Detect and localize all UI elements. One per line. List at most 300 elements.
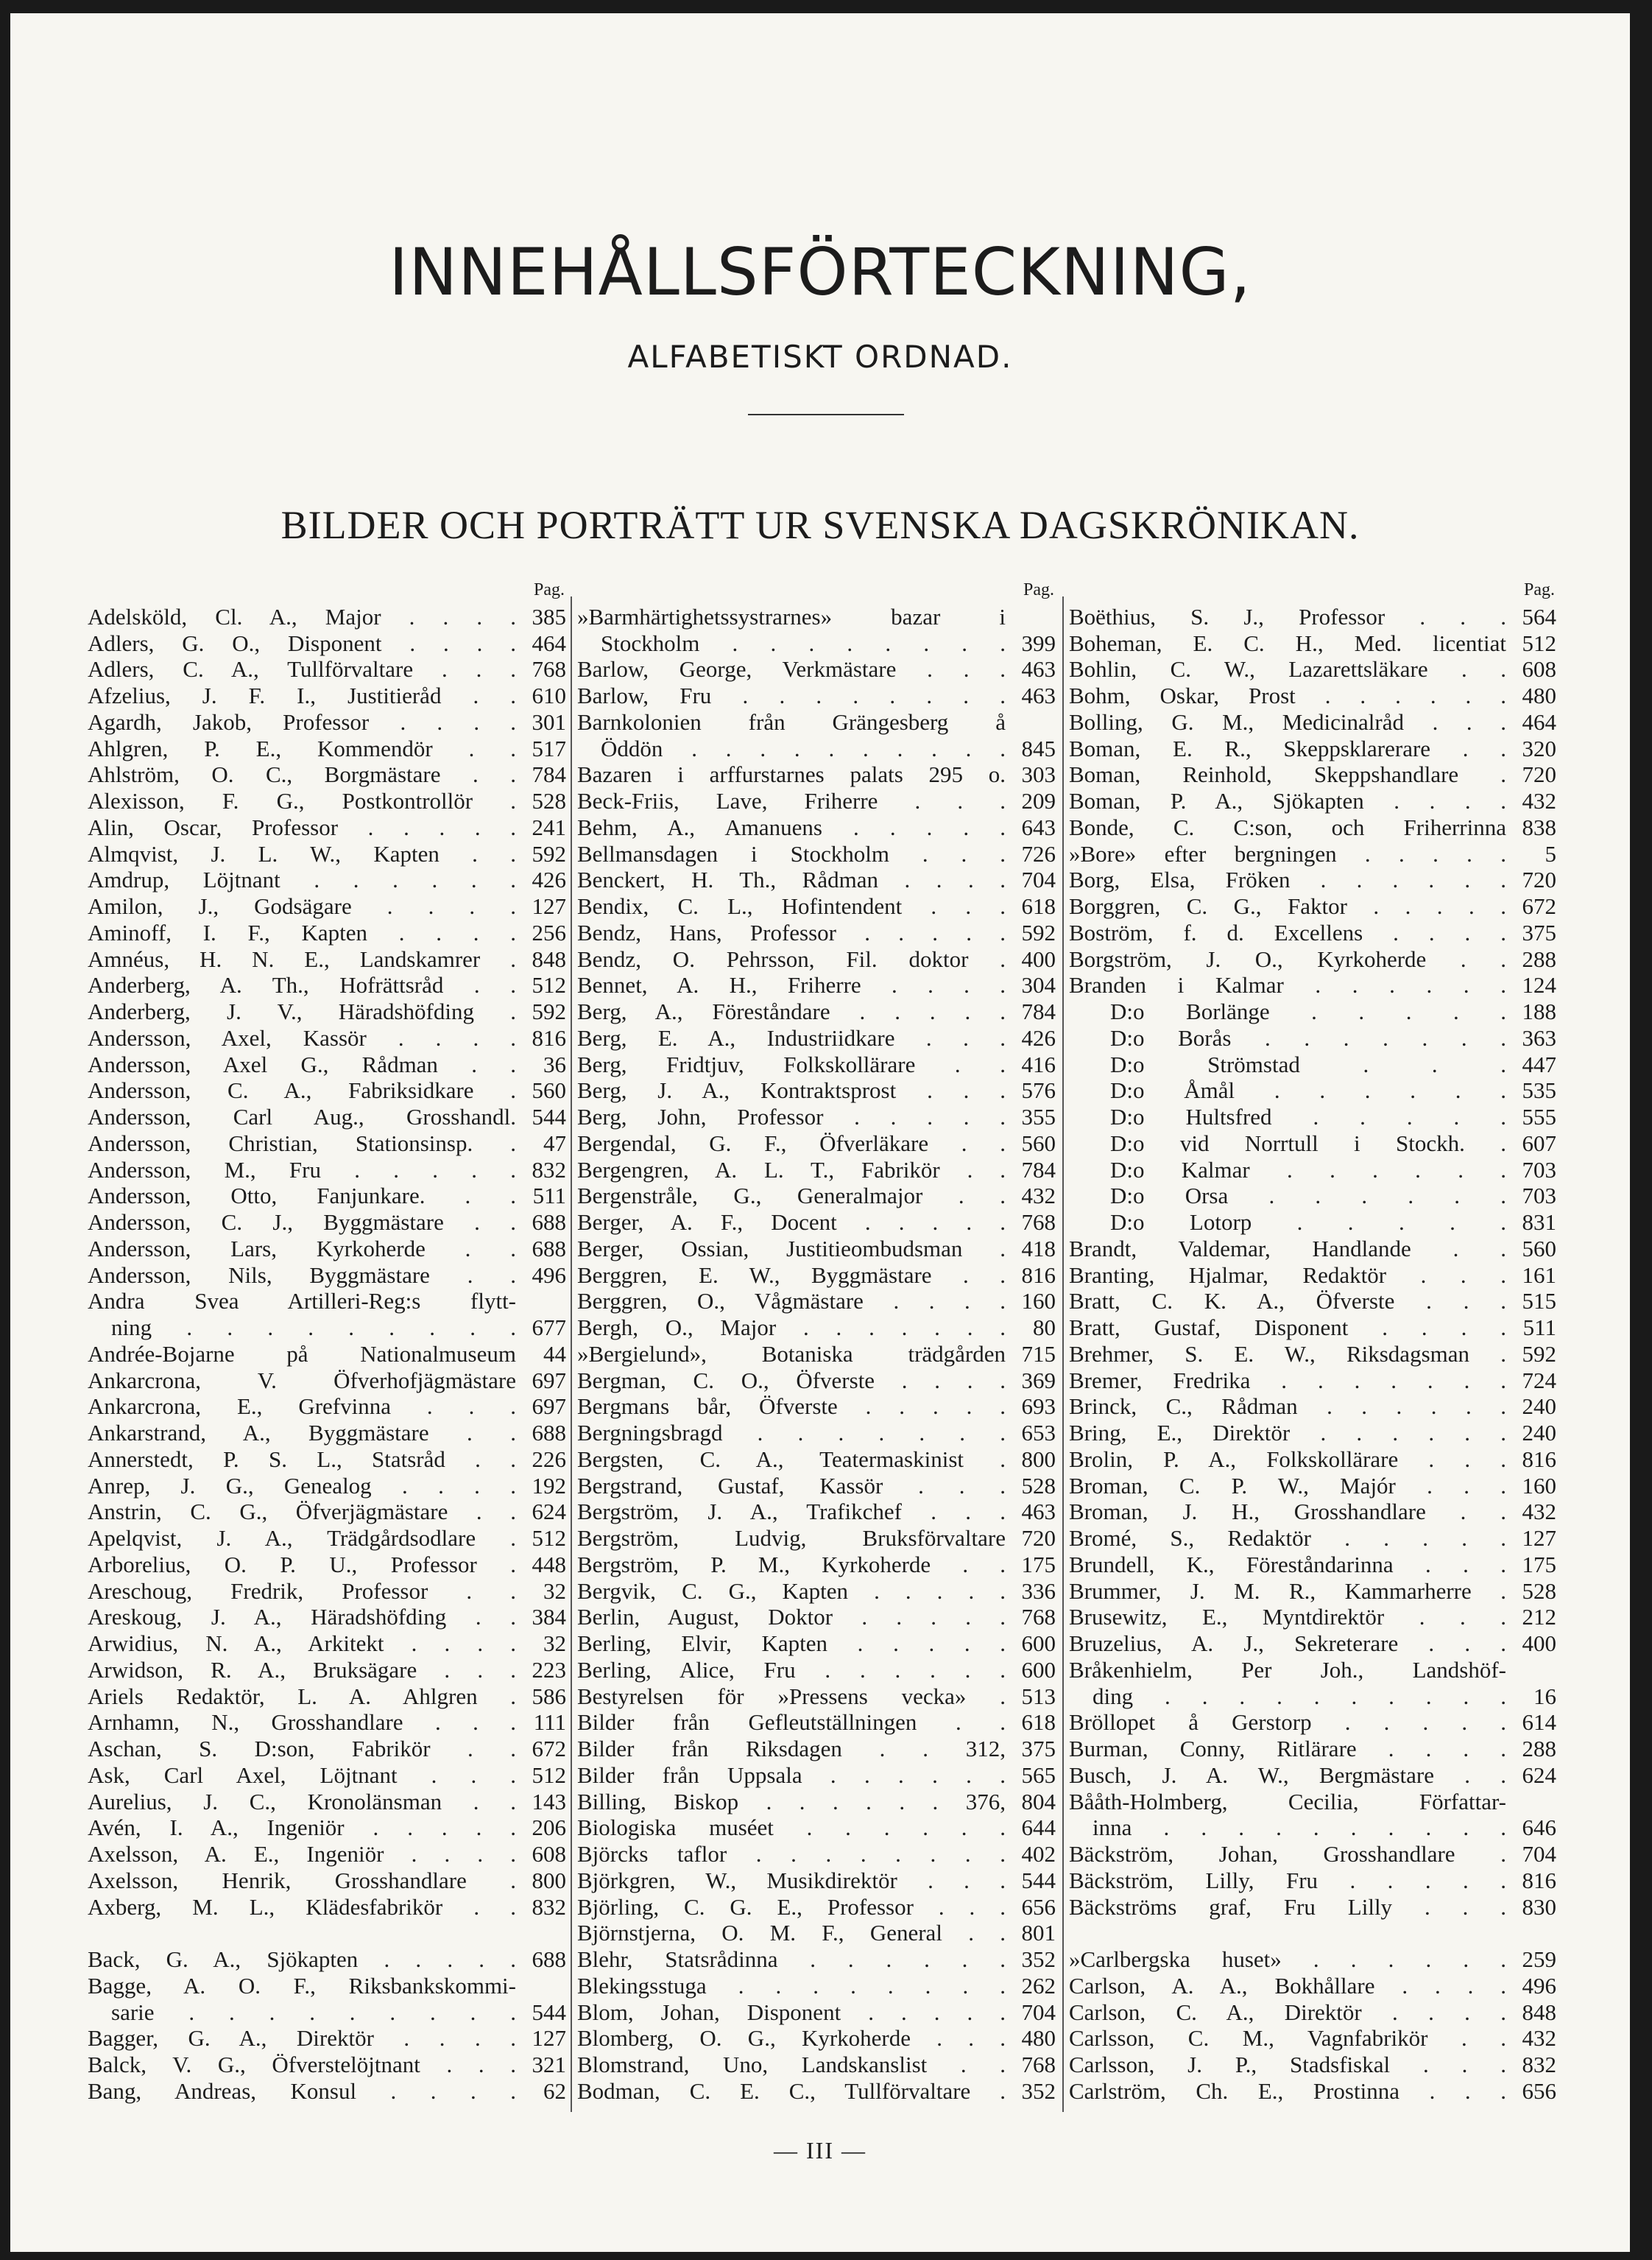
entry-name: Bååth-Holmberg, Cecilia, Författar-: [1069, 1788, 1506, 1814]
entry-name: Amnéus, H. N. E., Landskamrer .: [88, 946, 516, 972]
entry-page: 375: [1021, 1736, 1056, 1761]
entry-page: 240: [1522, 1420, 1556, 1446]
index-entry: [1069, 761, 1556, 788]
entry-name: Boman, Reinhold, Skeppshandlare .: [1069, 761, 1506, 788]
entry-page: 464: [1522, 708, 1556, 735]
index-entry: [577, 1920, 1056, 1946]
entry-name: Arwidius, N. A., Arkitekt . . . .: [88, 1630, 516, 1656]
entry-name: Andersson, Axel G., Rådman . .: [88, 1051, 516, 1077]
entry-name: Branting, Hjalmar, Redaktör . . .: [1069, 1261, 1506, 1288]
entry-name: Bilder från Uppsala . . . . . .: [577, 1761, 1006, 1788]
entry-page: 304: [1021, 972, 1056, 999]
entry-name: Bergström, J. A., Trafikchef . . .: [577, 1499, 1006, 1525]
entry-page: 784: [532, 761, 566, 788]
index-entry: [88, 2025, 566, 2052]
entry-name: Bråkenhielm, Per Joh., Landshöf-: [1069, 1656, 1506, 1683]
entry-page: 608: [532, 1841, 566, 1867]
entry-page: 448: [532, 1551, 566, 1577]
entry-name: Blehr, Statsrådinna . . . . . .: [577, 1946, 1006, 1972]
entry-name: Boëthius, S. J., Professor . . .: [1069, 603, 1506, 630]
page-number: — III —: [774, 2137, 866, 2164]
entry-page: 768: [532, 656, 566, 683]
index-entry: [577, 1630, 1056, 1657]
entry-page: 464: [532, 630, 566, 656]
index-entry: [577, 604, 1056, 630]
entry-page: 688: [532, 1235, 566, 1261]
entry-name: Bäckströms graf, Fru Lilly . . .: [1069, 1893, 1506, 1920]
entry-page: 301: [532, 708, 566, 735]
entry-name: Areschoug, Fredrik, Professor . .: [88, 1577, 516, 1604]
entry-name: Alin, Oscar, Professor . . . . .: [88, 814, 516, 840]
index-entry: [1069, 1578, 1556, 1605]
entry-page: 845: [1021, 735, 1056, 761]
entry-name: Berggren, E. W., Byggmästare . .: [577, 1261, 1006, 1288]
entry-name: Berg, John, Professor . . . . .: [577, 1104, 1006, 1130]
entry-page: 175: [1522, 1551, 1556, 1577]
entry-name: Bagger, G. A., Direktör . . . .: [88, 2025, 516, 2052]
entry-page: 402: [1021, 1841, 1056, 1867]
entry-name: Bazaren i arffurstarnes palats 295 o.: [577, 761, 1006, 788]
index-entry: [1069, 1446, 1556, 1473]
entry-page: 618: [1021, 893, 1056, 919]
entry-name: Brolin, P. A., Folkskollärare . . .: [1069, 1446, 1506, 1472]
index-entry: [1069, 1077, 1556, 1104]
entry-page: 697: [532, 1367, 566, 1393]
entry-page: 517: [532, 735, 566, 761]
index-entry: [88, 1473, 566, 1499]
index-entry: [1069, 1130, 1556, 1157]
index-entry: [1069, 841, 1556, 867]
entry-name: Agardh, Jakob, Professor . . . .: [88, 708, 516, 735]
entry-name: Carlström, Ch. E., Prostinna . . .: [1069, 2077, 1506, 2104]
index-entry: [577, 1525, 1056, 1552]
entry-page: 127: [532, 893, 566, 919]
index-entry: [88, 1604, 566, 1630]
entry-name: Andersson, M., Fru . . . . .: [88, 1156, 516, 1183]
entry-page: 688: [532, 1420, 566, 1446]
pag-header: Pag.: [1023, 580, 1054, 599]
entry-page: 784: [1021, 999, 1056, 1024]
entry-name: Anderberg, A. Th., Hofrättsråd . .: [88, 972, 516, 999]
entry-page: 560: [1522, 1235, 1556, 1261]
entry-page: 511: [1522, 1314, 1556, 1340]
index-entry: [88, 1683, 566, 1710]
entry-page: 463: [1021, 656, 1056, 683]
entry-name: Carlsson, C. M., Vagnfabrikör . .: [1069, 2025, 1506, 2052]
entry-name: Berling, Elvir, Kapten . . . . .: [577, 1630, 1006, 1656]
entry-name: Bang, Andreas, Konsul . . . .: [88, 2077, 516, 2104]
entry-page: 592: [532, 840, 566, 867]
entry-page: 768: [1021, 1604, 1056, 1630]
entry-page: 720: [1522, 867, 1556, 893]
index-entry: [1069, 1367, 1556, 1394]
entry-page: 463: [1021, 1499, 1056, 1525]
index-entry: [1069, 1420, 1556, 1446]
entry-name: Balck, V. G., Öfverstelöjtnant . . .: [88, 2052, 516, 2077]
entry-name: Blomstrand, Uno, Landskanslist . .: [577, 2052, 1006, 2077]
entry-name: Bergström, Ludvig, Bruksförvaltare: [577, 1525, 1006, 1551]
entry-page: 693: [1021, 1393, 1056, 1420]
index-entry: [88, 1130, 566, 1157]
index-entry: [577, 1209, 1056, 1236]
entry-page: 321: [532, 2052, 566, 2077]
entry-name: Ahlgren, P. E., Kommendör . .: [88, 735, 516, 761]
index-entry: [88, 1236, 566, 1262]
entry-name: Bestyrelsen för »Pressens vecka» .: [577, 1683, 1006, 1709]
entry-name: Barnkolonien från Grängesberg å: [577, 708, 1006, 735]
entry-name: Berger, A. F., Docent . . . . .: [577, 1209, 1006, 1235]
entry-page: 175: [1021, 1551, 1056, 1577]
index-entry: [88, 1868, 566, 1894]
entry-name: Afzelius, J. F. I., Justitieråd . .: [88, 683, 516, 708]
index-entry: [1069, 1814, 1556, 1841]
index-entry: [577, 2025, 1056, 2052]
entry-name: Bäckström, Lilly, Fru . . . . .: [1069, 1867, 1506, 1893]
index-entry: [88, 1814, 566, 1841]
index-entry: [577, 1946, 1056, 1973]
entry-page: 375: [1522, 919, 1556, 946]
entry-page: 624: [1522, 1761, 1556, 1788]
index-entry: [88, 1894, 566, 1921]
entry-page: 447: [1522, 1051, 1556, 1077]
entry-page: 124: [1522, 972, 1556, 999]
index-entry: [577, 1789, 1056, 1815]
entry-page: 161: [1522, 1261, 1556, 1288]
entry-page: 223: [532, 1656, 566, 1683]
column-divider: [571, 596, 572, 2112]
entry-name: Boman, P. A., Sjökapten . . . .: [1069, 788, 1506, 814]
entry-name: D:o Borlänge . . . . .: [1110, 999, 1506, 1024]
entry-page: 544: [1021, 1867, 1056, 1893]
entry-name: Bergvik, C. G., Kapten . . . . .: [577, 1577, 1006, 1604]
entry-page: 240: [1522, 1393, 1556, 1420]
entry-name: D:o Orsa . . . . . .: [1110, 1183, 1506, 1209]
entry-page: 831: [1522, 1209, 1556, 1235]
entry-page: 143: [532, 1788, 566, 1814]
entry-page: 677: [532, 1314, 566, 1340]
entry-page: 480: [1021, 2025, 1056, 2052]
entry-page: 528: [532, 788, 566, 814]
entry-name: Alexisson, F. G., Postkontrollör .: [88, 788, 516, 814]
entry-name: Boström, f. d. Excellens . . . .: [1069, 919, 1506, 946]
entry-page: 608: [1522, 656, 1556, 683]
index-entry: [577, 1077, 1056, 1104]
index-entry: [577, 1868, 1056, 1894]
entry-name: Bergmans bår, Öfverste . . . . .: [577, 1393, 1006, 1420]
index-entry: [88, 2052, 566, 2078]
entry-name: Anstrin, C. G., Öfverjägmästare . .: [88, 1499, 516, 1525]
entry-gap: [88, 1920, 566, 1946]
entry-name: Aminoff, I. F., Kapten . . . .: [88, 919, 516, 946]
index-entry: [88, 1499, 566, 1525]
entry-name: Andersson, Nils, Byggmästare . .: [88, 1261, 516, 1288]
index-entry: [577, 1736, 1056, 1762]
entry-page: 724: [1522, 1367, 1556, 1393]
entry-page: 432: [1522, 788, 1556, 814]
index-entry: [88, 1709, 566, 1736]
entry-name: Axelsson, A. E., Ingeniör . . . .: [88, 1841, 516, 1867]
index-entry: [88, 1025, 566, 1052]
entry-page: 512: [1522, 630, 1556, 656]
entry-page: 511: [532, 1183, 566, 1209]
entry-name: Bolling, G. M., Medicinalråd . . .: [1069, 708, 1506, 735]
entry-page: 600: [1021, 1656, 1056, 1683]
index-entry: [88, 1630, 566, 1657]
entry-name: Berg, J. A., Kontraktsprost . . .: [577, 1077, 1006, 1104]
index-entry: [88, 1420, 566, 1446]
index-entry: [88, 1104, 566, 1130]
index-entry: [88, 683, 566, 709]
index-entry: [577, 1841, 1056, 1868]
entry-name: Carlson, C. A., Direktör . . . .: [1069, 1999, 1506, 2025]
entry-page: 832: [532, 1893, 566, 1920]
index-entry: [1069, 788, 1556, 814]
page-title: INNEHÅLLSFÖRTECKNING,: [389, 234, 1252, 310]
index-entry: [1069, 736, 1556, 762]
index-entry: [1069, 867, 1556, 893]
entry-name: Andersson, Otto, Fanjunkare. . .: [88, 1183, 516, 1209]
entry-page: 513: [1021, 1683, 1056, 1709]
index-entry: [1069, 1157, 1556, 1183]
index-entry: [88, 1552, 566, 1578]
entry-name: Ankarcrona, E., Grefvinna . . .: [88, 1393, 516, 1420]
entry-page: 704: [1522, 1841, 1556, 1867]
index-entry: [577, 656, 1056, 683]
entry-name: ding . . . . . . . . . .: [1092, 1683, 1506, 1709]
index-entry: [577, 1499, 1056, 1525]
entry-name: Adlers, C. A., Tullförvaltare . . .: [88, 656, 516, 683]
index-column-3: [1069, 577, 1556, 2105]
entry-page: 614: [1522, 1709, 1556, 1736]
index-entry: [577, 2078, 1056, 2105]
entry-page: 555: [1522, 1104, 1556, 1130]
entry-page: 544: [532, 1999, 566, 2025]
index-entry: [577, 1657, 1056, 1683]
column-divider: [1062, 596, 1064, 2112]
entry-name: Björkgren, W., Musikdirektör . . .: [577, 1867, 1006, 1893]
index-entry: [88, 841, 566, 867]
entry-name: »Carlbergska huset» . . . . . .: [1069, 1946, 1506, 1972]
entry-page: 426: [532, 867, 566, 893]
entry-page: 32: [543, 1630, 566, 1656]
entry-name: Andersson, Christian, Stationsinsp. .: [88, 1130, 516, 1156]
entry-name: Aschan, S. D:son, Fabrikör . .: [88, 1736, 516, 1761]
index-entry: [88, 2078, 566, 2105]
entry-name: Blekingsstuga . . . . . . . .: [577, 1972, 1006, 1999]
index-entry: [577, 1446, 1056, 1473]
entry-name: Busch, J. A. W., Bergmästare . .: [1069, 1761, 1506, 1788]
entry-page: 703: [1522, 1156, 1556, 1183]
index-entry: [1069, 709, 1556, 736]
entry-page: 528: [1021, 1472, 1056, 1499]
index-entry: [88, 709, 566, 736]
index-column-2: [577, 577, 1056, 2105]
entry-name: Bellmansdagen i Stockholm . . .: [577, 840, 1006, 867]
index-entry: [577, 1552, 1056, 1578]
entry-name: Bergstrand, Gustaf, Kassör . . .: [577, 1472, 1006, 1499]
index-entry: [577, 946, 1056, 973]
section-heading: BILDER OCH PORTRÄTT UR SVENSKA DAGSKRÖNIKAN.: [280, 503, 1360, 547]
entry-name: Branden i Kalmar . . . . . .: [1069, 972, 1506, 999]
entry-page: 320: [1522, 735, 1556, 761]
entry-page: 288: [1522, 946, 1556, 972]
entry-name: Bagge, A. O. F., Riksbankskommi-: [88, 1972, 516, 1999]
index-entry: [88, 1393, 566, 1420]
index-entry: [88, 867, 566, 893]
entry-name: ning . . . . . . . . .: [111, 1314, 516, 1340]
index-entry: [88, 814, 566, 841]
entry-name: Stockholm . . . . . . . .: [601, 630, 1006, 656]
entry-name: D:o Lotorp . . . . .: [1110, 1209, 1506, 1235]
entry-name: D:o Kalmar . . . . . .: [1110, 1156, 1506, 1183]
entry-name: Benckert, H. Th., Rådman . . . .: [577, 867, 1006, 893]
entry-page: 704: [1021, 867, 1056, 893]
entry-page: 5: [1545, 840, 1556, 867]
index-entry: [1069, 1104, 1556, 1130]
index-entry: [577, 1288, 1056, 1314]
entry-page: 643: [1021, 814, 1056, 840]
index-entry: [1069, 1868, 1556, 1894]
index-entry: [577, 683, 1056, 709]
entry-name: sarie . . . . . . . . .: [111, 1999, 516, 2025]
entry-name: Andersson, Lars, Kyrkoherde . .: [88, 1235, 516, 1261]
index-entry: [1069, 1894, 1556, 1921]
entry-name: D:o Borås . . . . . . .: [1110, 1024, 1506, 1051]
index-entry: [577, 1183, 1056, 1209]
entry-name: Bonde, C. C:son, och Friherrinna: [1069, 814, 1506, 840]
entry-page: 262: [1021, 1972, 1056, 1999]
entry-name: Axberg, M. L., Klädesfabrikör . .: [88, 1893, 516, 1920]
entry-name: Anrep, J. G., Genealog . . . .: [88, 1472, 516, 1499]
entry-name: Bratt, C. K. A., Öfverste . . .: [1069, 1288, 1506, 1314]
entry-name: Berling, Alice, Fru . . . . . .: [577, 1656, 1006, 1683]
entry-name: »Barmhärtighetssystrarnes» bazar i: [577, 603, 1006, 630]
entry-page: 352: [1021, 1946, 1056, 1972]
entry-page: 565: [1021, 1761, 1056, 1788]
entry-page: 160: [1522, 1472, 1556, 1499]
entry-page: 127: [532, 2025, 566, 2052]
entry-name: Berg, E. A., Industriidkare . . .: [577, 1024, 1006, 1051]
entry-name: Adelsköld, Cl. A., Major . . . .: [88, 603, 516, 630]
entry-page: 804: [1021, 1788, 1056, 1814]
entry-gap: [1069, 1920, 1556, 1946]
index-entry: [88, 920, 566, 946]
entry-page: 47: [543, 1130, 566, 1156]
index-entry: [577, 972, 1056, 999]
index-entry: [1069, 2025, 1556, 2052]
entry-page: 646: [1522, 1814, 1556, 1841]
entry-page: 560: [532, 1077, 566, 1104]
entry-page: 592: [1522, 1340, 1556, 1367]
entry-name: Ankarcrona, V. Öfverhofjägmästare: [88, 1367, 516, 1393]
entry-name: Bröllopet å Gerstorp . . . . .: [1069, 1709, 1506, 1736]
index-entry: [1069, 1499, 1556, 1525]
entry-name: Andersson, Carl Aug., Grosshandl.: [88, 1104, 516, 1130]
index-entry: [577, 1052, 1056, 1078]
entry-name: Arnhamn, N., Grosshandlare . . .: [88, 1709, 516, 1736]
index-entry: [88, 893, 566, 920]
index-entry: [88, 1578, 566, 1605]
index-entry: [577, 630, 1056, 657]
entry-page: 801: [1021, 1920, 1056, 1946]
entry-name: Bäckström, Johan, Grosshandlare .: [1069, 1841, 1506, 1867]
entry-page: 206: [532, 1814, 566, 1841]
entry-page: 36: [543, 1051, 566, 1077]
entry-page: 369: [1021, 1367, 1056, 1393]
entry-name: Öddön . . . . . . . . . .: [601, 735, 1006, 761]
index-entry: [1069, 1552, 1556, 1578]
entry-name: Adlers, G. O., Disponent . . . .: [88, 630, 516, 656]
index-entry: [577, 788, 1056, 814]
entry-name: D:o vid Norrtull i Stockh. .: [1110, 1130, 1506, 1156]
index-entry: [1069, 1341, 1556, 1367]
entry-name: Blomberg, O. G., Kyrkoherde . . .: [577, 2025, 1006, 2052]
entry-page: 463: [1021, 683, 1056, 708]
entry-page: 768: [1021, 1209, 1056, 1235]
entry-name: Berlin, August, Doktor . . . . .: [577, 1604, 1006, 1630]
entry-page: 432: [1021, 1183, 1056, 1209]
index-entry: [1069, 1473, 1556, 1499]
entry-name: Burman, Conny, Ritlärare . . . .: [1069, 1736, 1506, 1761]
index-entry: [1069, 999, 1556, 1025]
entry-page: 816: [1522, 1867, 1556, 1893]
entry-page: 62: [543, 2077, 566, 2104]
entry-name: Björnstjerna, O. M. F., General . .: [577, 1920, 1006, 1946]
index-entry: [88, 1841, 566, 1868]
entry-page: 544: [532, 1104, 566, 1130]
entry-name: Axelsson, Henrik, Grosshandlare .: [88, 1867, 516, 1893]
index-entry: [88, 1736, 566, 1762]
entry-page: 653: [1021, 1420, 1056, 1446]
index-entry: [577, 867, 1056, 893]
entry-name: Brusewitz, E., Myntdirektör . . .: [1069, 1604, 1506, 1630]
index-entry: [577, 1236, 1056, 1262]
index-entry: [88, 1209, 566, 1236]
entry-page: 209: [1021, 788, 1056, 814]
entry-page: 848: [1522, 1999, 1556, 2025]
entry-page: 600: [1021, 1630, 1056, 1656]
index-entry: [577, 1814, 1056, 1841]
index-entry: [577, 1420, 1056, 1446]
entry-name: D:o Hultsfred . . . . .: [1110, 1104, 1506, 1130]
index-entry: [1069, 1630, 1556, 1657]
entry-name: Bergsten, C. A., Teatermaskinist .: [577, 1446, 1006, 1472]
entry-page: 399: [1021, 630, 1056, 656]
index-entry: [88, 1367, 566, 1394]
entry-name: Brinck, C., Rådman . . . . . .: [1069, 1393, 1506, 1420]
entry-page: 672: [532, 1736, 566, 1761]
index-entry: [88, 656, 566, 683]
index-entry: [88, 1183, 566, 1209]
entry-page: 586: [532, 1683, 566, 1709]
entry-page: 192: [532, 1472, 566, 1499]
entry-name: Andersson, Axel, Kassör . . . .: [88, 1024, 516, 1051]
index-entry: [577, 2052, 1056, 2078]
entry-page: 816: [532, 1024, 566, 1051]
entry-name: Boman, E. R., Skeppsklarerare . .: [1069, 735, 1506, 761]
entry-page: 416: [1021, 1051, 1056, 1077]
entry-name: Bergendal, G. F., Öfverläkare . .: [577, 1130, 1006, 1156]
entry-page: 607: [1522, 1130, 1556, 1156]
index-entry: [88, 1052, 566, 1078]
entry-name: Bilder från Riksdagen . . 312,: [577, 1736, 1006, 1761]
index-entry: [577, 1025, 1056, 1052]
entry-name: Björcks taflor . . . . . . . .: [577, 1841, 1006, 1867]
entry-page: 816: [1522, 1446, 1556, 1472]
entry-name: Berger, Ossian, Justitieombudsman .: [577, 1235, 1006, 1261]
entry-page: 188: [1522, 999, 1556, 1024]
entry-name: Brehmer, S. E. W., Riksdagsman .: [1069, 1340, 1506, 1367]
